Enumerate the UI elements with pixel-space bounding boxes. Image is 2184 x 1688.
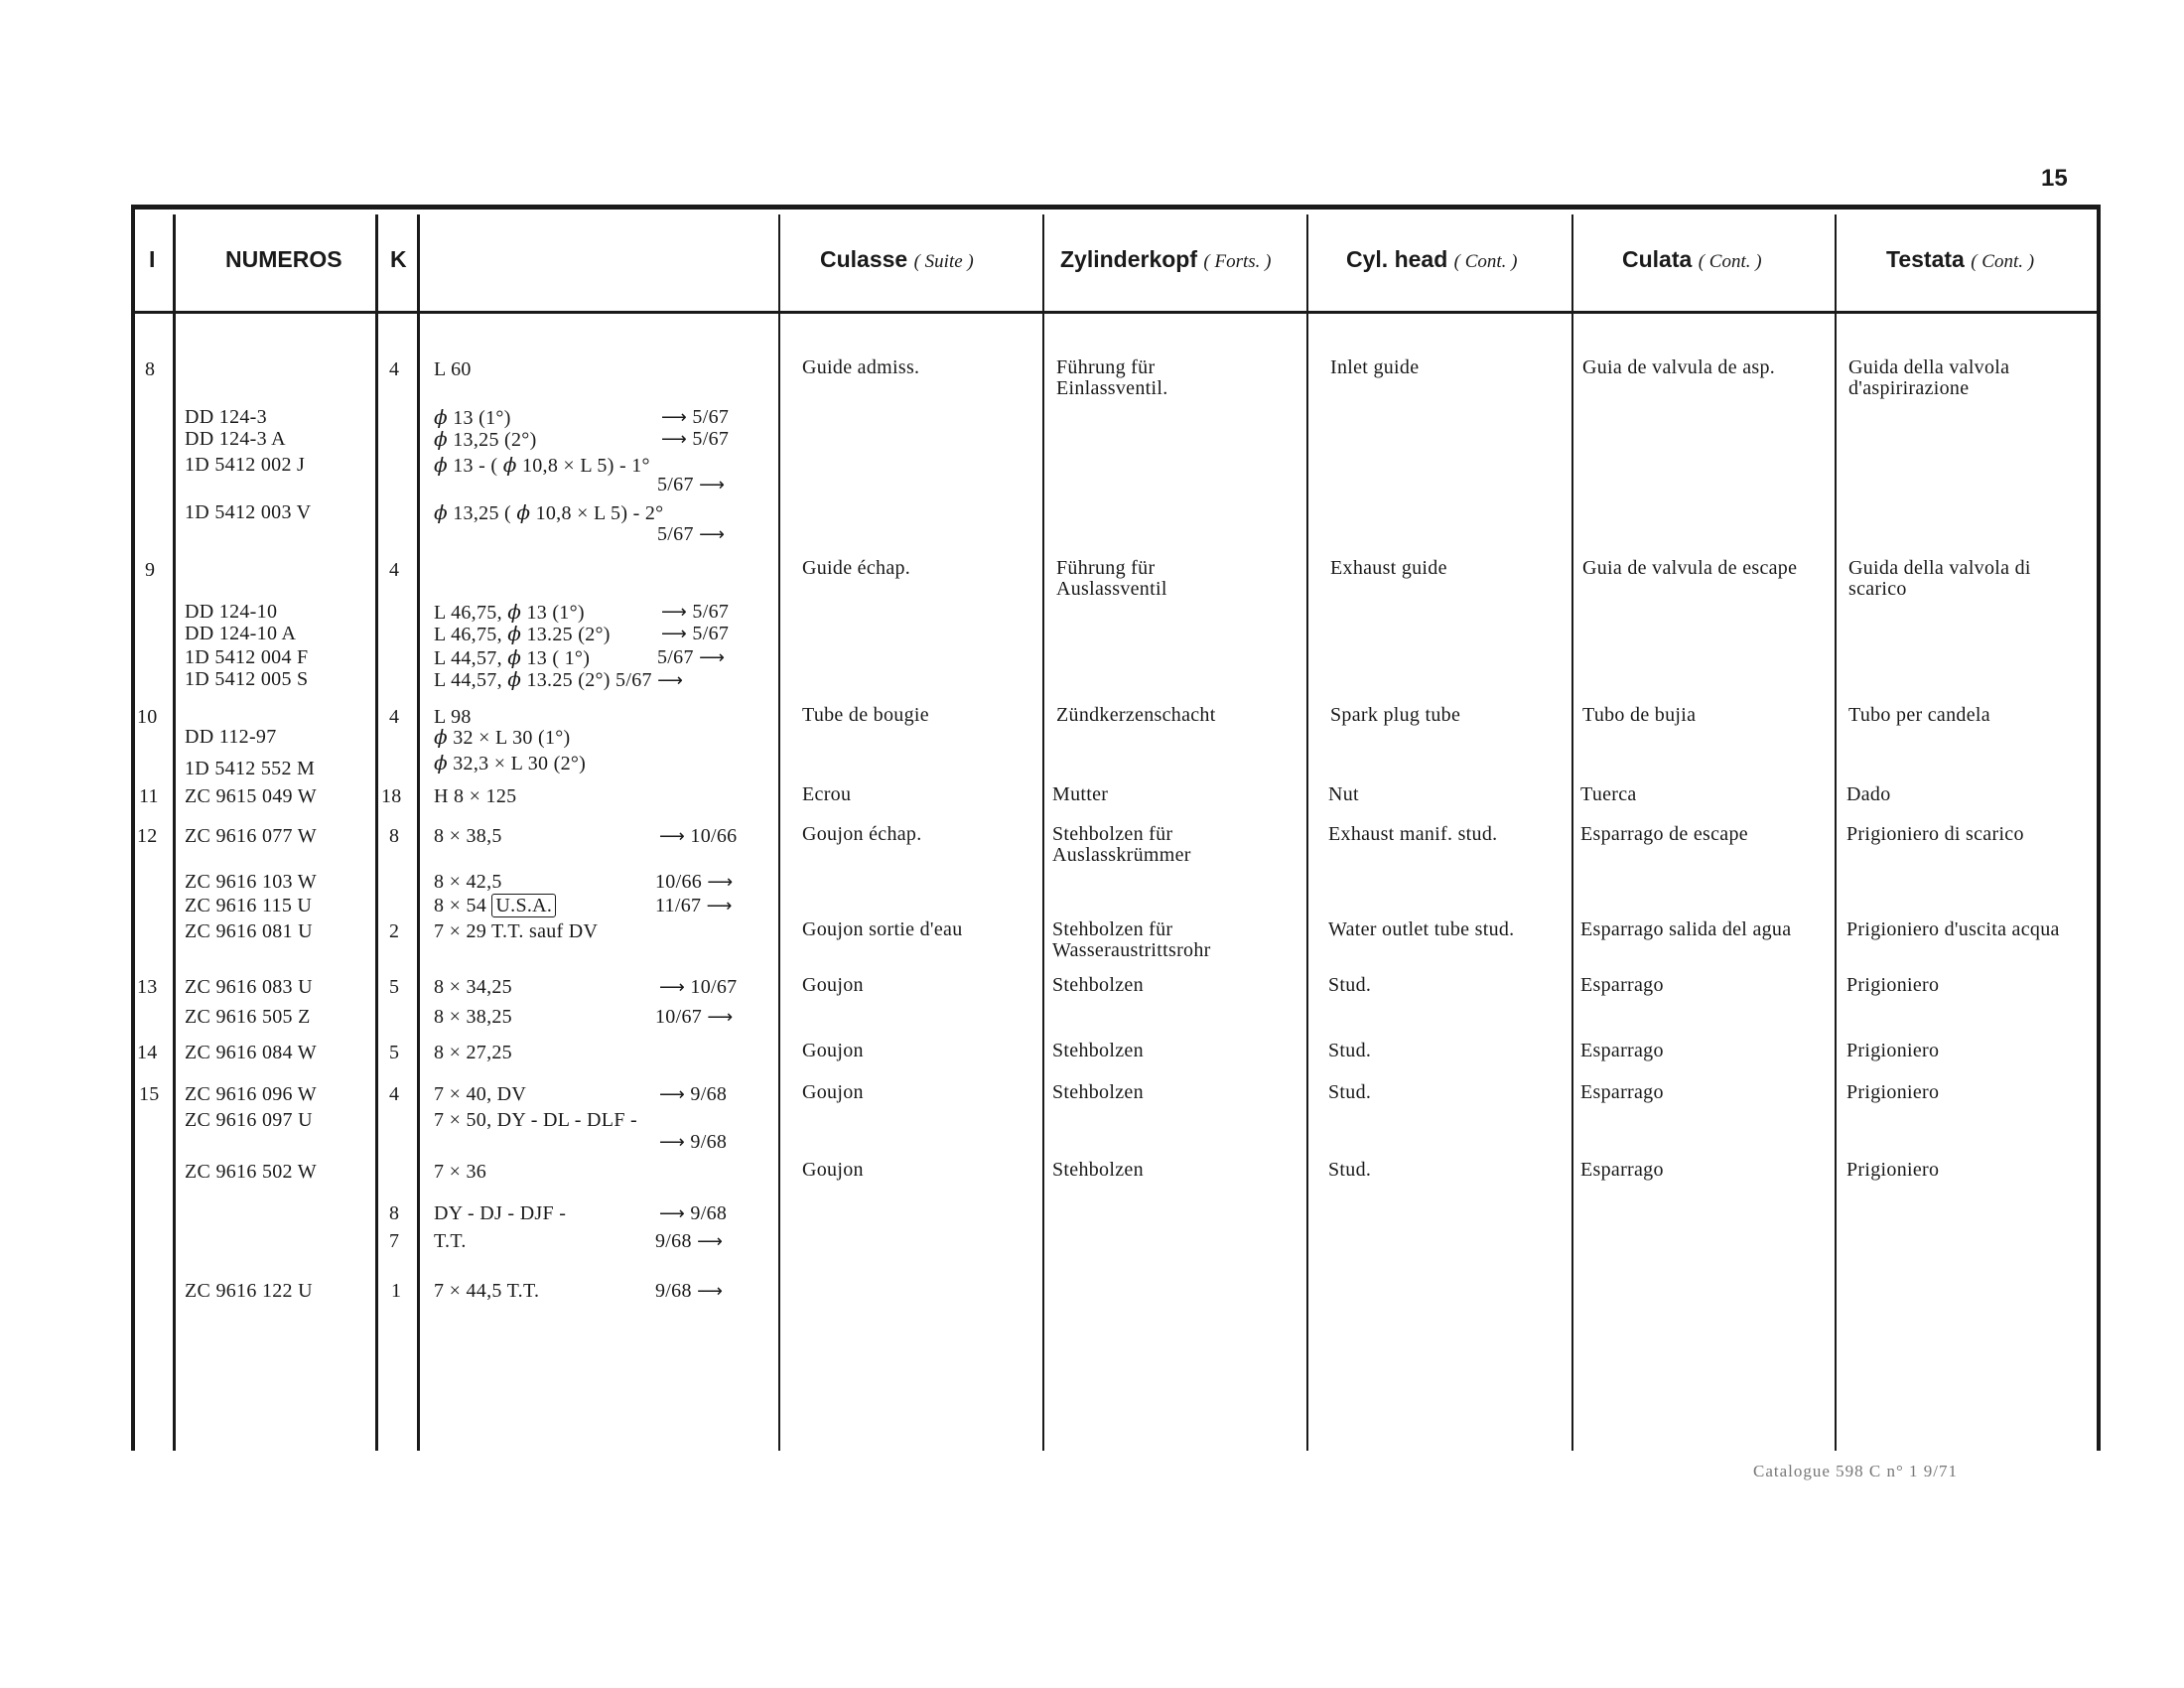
spec-text: 13,25 ( — [453, 502, 512, 524]
spec-text: 13 ( 1°) — [526, 647, 591, 669]
spec-line: 7 × 44,5 T.T. — [434, 1280, 540, 1302]
spec-date — [655, 1231, 723, 1252]
spec-date — [661, 407, 729, 428]
row-k: 1 — [391, 1280, 402, 1302]
desc-de: Mutter — [1052, 783, 1109, 805]
spec-text: 13 (1°) — [453, 407, 511, 429]
table-top-border — [131, 205, 2101, 210]
spec-line: 8 × 34,25 — [434, 976, 512, 998]
spec-line — [434, 753, 586, 774]
spec-line — [434, 624, 611, 645]
desc-es: Tubo de bujia — [1582, 704, 1697, 726]
desc-en: Exhaust guide — [1330, 557, 1447, 579]
part-number: ZC 9616 505 Z — [185, 1006, 311, 1028]
spec-line: 7 × 50, DY - DL - DLF - — [434, 1109, 638, 1131]
col-sep-5 — [1042, 214, 1044, 1451]
spec-line: 8 × 38,25 — [434, 1006, 512, 1028]
desc-fr: Goujon — [802, 1159, 864, 1181]
arrow-right-icon: ⟶ — [697, 1231, 724, 1252]
spec-line: 8 × 27,25 — [434, 1042, 512, 1063]
header-col-k: K — [390, 246, 407, 272]
arrow-right-icon: ⟶ — [697, 1281, 724, 1302]
diameter-icon: ϕ — [507, 600, 522, 624]
row-index: 12 — [137, 825, 158, 847]
header-lang-de-title: Zylinderkopf — [1060, 246, 1198, 272]
spec-date — [659, 826, 737, 847]
header-lang-fr — [820, 246, 974, 273]
arrow-right-icon: ⟶ — [659, 1084, 686, 1105]
header-bottom-border — [131, 311, 2101, 314]
diameter-icon: ϕ — [516, 500, 531, 524]
desc-de: Führung für Einlassventil. — [1056, 356, 1168, 399]
spec-text: 13.25 (2°) 5/67 — [526, 669, 652, 691]
header-lang-de — [1060, 246, 1271, 273]
header-lang-fr-title: Culasse — [820, 246, 908, 272]
arrow-right-icon: ⟶ — [659, 977, 686, 998]
desc-en: Stud. — [1328, 1159, 1372, 1181]
spec-line — [434, 502, 663, 524]
spec-date — [657, 647, 725, 668]
spec-text: 5/67 — [692, 428, 730, 450]
spec-text: L 44,57, — [434, 669, 502, 691]
part-number: 1D 5412 004 F — [185, 646, 309, 668]
desc-de: Stehbolzen für Wasseraustrittsrohr — [1052, 918, 1211, 961]
spec-text: 10/67 — [690, 976, 738, 998]
desc-fr: Ecrou — [802, 783, 852, 805]
part-number: 1D 5412 552 M — [185, 758, 316, 779]
spec-line — [434, 407, 511, 429]
desc-fr: Guide échap. — [802, 557, 911, 579]
spec-text: 5/67 — [692, 406, 730, 428]
header-lang-fr-cont: ( Suite ) — [913, 251, 974, 272]
desc-es: Guia de valvula de escape — [1582, 558, 1798, 579]
spec-date — [659, 1084, 727, 1105]
desc-fr: Goujon sortie d'eau — [802, 918, 963, 940]
desc-it: Guida della valvola di scarico — [1848, 557, 2031, 600]
spec-text: 13 - ( — [453, 455, 498, 477]
row-k: 4 — [389, 559, 400, 581]
desc-de: Stehbolzen — [1052, 1159, 1144, 1181]
part-number: DD 112-97 — [185, 726, 277, 748]
desc-it: Tubo per candela — [1848, 704, 1990, 726]
row-k: 7 — [389, 1230, 400, 1252]
spec-text: 9/68 — [655, 1280, 692, 1302]
row-index: 8 — [145, 358, 156, 380]
arrow-right-icon: ⟶ — [659, 1132, 686, 1153]
spec-date — [659, 1203, 727, 1224]
spec-date — [661, 602, 729, 623]
part-number: ZC 9616 097 U — [185, 1109, 313, 1131]
desc-fr: Guide admiss. — [802, 356, 920, 378]
col-sep-6 — [1306, 214, 1308, 1451]
desc-fr: Goujon échap. — [802, 823, 922, 845]
header-col-numeros: NUMEROS — [225, 246, 342, 272]
row-index: 10 — [137, 706, 158, 728]
diameter-icon: ϕ — [434, 427, 448, 451]
usa-badge: U.S.A. — [491, 894, 556, 917]
desc-it: Prigioniero — [1846, 974, 1940, 996]
spec-line — [434, 455, 650, 477]
spec-date — [661, 429, 729, 450]
spec-text: 5/67 — [657, 646, 694, 668]
spec-text: 9/68 — [655, 1230, 692, 1252]
spec-text: 10/67 — [655, 1006, 703, 1028]
header-lang-en-cont: ( Cont. ) — [1453, 251, 1518, 272]
part-number: ZC 9616 083 U — [185, 976, 313, 998]
part-number: DD 124-10 A — [185, 623, 297, 644]
part-number: ZC 9616 115 U — [185, 895, 313, 916]
spec-line: 7 × 29 T.T. sauf DV — [434, 920, 599, 942]
desc-en: Stud. — [1328, 974, 1372, 996]
desc-en: Water outlet tube stud. — [1328, 918, 1515, 940]
desc-en: Exhaust manif. stud. — [1328, 823, 1498, 845]
row-k: 18 — [381, 785, 402, 807]
col-sep-4 — [778, 214, 780, 1451]
spec-line — [434, 896, 556, 916]
spec-line: L 98 — [434, 706, 472, 728]
arrow-right-icon: ⟶ — [707, 1007, 734, 1028]
diameter-icon: ϕ — [507, 622, 522, 645]
arrow-right-icon: ⟶ — [659, 1203, 686, 1224]
desc-en: Stud. — [1328, 1081, 1372, 1103]
spec-text: 11/67 — [655, 895, 702, 916]
spec-text: L 46,75, — [434, 602, 502, 624]
spec-date — [659, 977, 737, 998]
spec-date — [657, 475, 725, 495]
part-number: ZC 9616 122 U — [185, 1280, 313, 1302]
desc-de: Stehbolzen — [1052, 1081, 1144, 1103]
header-lang-en — [1346, 246, 1518, 273]
spec-text: 10,8 × L 5) - 2° — [535, 502, 664, 524]
spec-line — [434, 602, 585, 624]
spec-text: 5/67 — [657, 474, 694, 495]
diameter-icon: ϕ — [507, 645, 522, 669]
spec-text: 9/68 — [690, 1131, 728, 1153]
row-k: 5 — [389, 1042, 400, 1063]
header-lang-en-title: Cyl. head — [1346, 246, 1448, 272]
spec-text: 9/68 — [690, 1083, 728, 1105]
part-number: DD 124-3 A — [185, 428, 286, 450]
spec-date — [659, 1132, 727, 1153]
col-sep-8 — [1835, 214, 1837, 1451]
spec-text: L 46,75, — [434, 624, 502, 645]
header-lang-es — [1622, 246, 1762, 273]
arrow-right-icon: ⟶ — [699, 475, 726, 495]
spec-text: 13.25 (2°) — [526, 624, 611, 645]
desc-en: Spark plug tube — [1330, 704, 1461, 726]
arrow-right-icon: ⟶ — [706, 896, 733, 916]
diameter-icon: ϕ — [434, 405, 448, 429]
diameter-icon: ϕ — [502, 453, 517, 477]
spec-line: 8 × 42,5 — [434, 871, 502, 893]
part-number: ZC 9616 081 U — [185, 920, 313, 942]
spec-line: 7 × 36 — [434, 1161, 487, 1183]
desc-fr: Tube de bougie — [802, 704, 929, 726]
arrow-right-icon: ⟶ — [699, 647, 726, 668]
header-col-index: I — [149, 246, 156, 272]
row-k: 8 — [389, 1202, 400, 1224]
col-sep-1 — [173, 214, 176, 1451]
spec-date — [655, 896, 733, 916]
desc-en: Inlet guide — [1330, 356, 1420, 378]
spec-line — [434, 727, 571, 749]
desc-fr: Goujon — [802, 1040, 864, 1061]
row-index: 9 — [145, 559, 156, 581]
header-lang-it-cont: ( Cont. ) — [1971, 251, 2035, 272]
part-number: 1D 5412 003 V — [185, 501, 312, 523]
col-sep-3 — [417, 214, 420, 1451]
spec-text: 10,8 × L 5) - 1° — [521, 455, 650, 477]
desc-it: Dado — [1846, 783, 1891, 805]
arrow-right-icon: ⟶ — [659, 826, 686, 847]
part-number: ZC 9616 502 W — [185, 1161, 317, 1183]
arrow-right-icon: ⟶ — [661, 602, 688, 623]
header-lang-es-title: Culata — [1622, 246, 1693, 272]
row-index: 11 — [139, 785, 159, 807]
spec-text: 13 (1°) — [526, 602, 585, 624]
row-index: 15 — [139, 1083, 160, 1105]
spec-date — [655, 872, 733, 893]
part-number: ZC 9616 096 W — [185, 1083, 317, 1105]
desc-it: Guida della valvola d'aspirirazione — [1848, 356, 2010, 399]
spec-line: T.T. — [434, 1230, 467, 1252]
spec-text: 10/66 — [655, 871, 703, 893]
desc-de: Stehbolzen für Auslasskrümmer — [1052, 823, 1191, 866]
spec-date — [655, 1007, 733, 1028]
table-left-border — [131, 205, 135, 1451]
arrow-right-icon: ⟶ — [707, 872, 734, 893]
spec-line: H 8 × 125 — [434, 785, 517, 807]
spec-line — [434, 669, 683, 691]
spec-text: 13,25 (2°) — [453, 429, 537, 451]
arrow-right-icon: ⟶ — [699, 524, 726, 545]
spec-text: 10/66 — [690, 825, 738, 847]
desc-de: Stehbolzen — [1052, 974, 1144, 996]
part-number: 1D 5412 002 J — [185, 454, 306, 476]
page-number: 15 — [2041, 165, 2068, 192]
desc-fr: Goujon — [802, 974, 864, 996]
spec-date — [661, 624, 729, 644]
spec-line — [434, 429, 537, 451]
spec-text: 32,3 × L 30 (2°) — [453, 753, 587, 774]
col-sep-7 — [1571, 214, 1573, 1451]
row-k: 4 — [389, 706, 400, 728]
part-number: ZC 9616 084 W — [185, 1042, 317, 1063]
spec-line: DY - DJ - DJF - — [434, 1202, 567, 1224]
header-lang-es-cont: ( Cont. ) — [1698, 251, 1762, 272]
header-lang-it-title: Testata — [1886, 246, 1965, 272]
desc-es: Esparrago — [1580, 1040, 1664, 1061]
col-sep-2 — [375, 214, 378, 1451]
desc-es: Esparrago — [1580, 1159, 1664, 1181]
catalogue-footer: Catalogue 598 C n° 1 9/71 — [1753, 1462, 1959, 1480]
desc-de: Zündkerzenschacht — [1056, 704, 1216, 726]
spec-date — [655, 1281, 723, 1302]
desc-it: Prigioniero d'uscita acqua — [1846, 918, 2060, 940]
desc-en: Stud. — [1328, 1040, 1372, 1061]
desc-es: Esparrago salida del agua — [1580, 918, 1792, 940]
row-k: 4 — [389, 358, 400, 380]
desc-en: Nut — [1328, 783, 1359, 805]
spec-text: 5/67 — [692, 623, 730, 644]
part-number: ZC 9615 049 W — [185, 785, 317, 807]
desc-it: Prigioniero di scarico — [1846, 823, 2024, 845]
diameter-icon: ϕ — [434, 453, 448, 477]
arrow-right-icon: ⟶ — [661, 407, 688, 428]
part-number: ZC 9616 103 W — [185, 871, 317, 893]
spec-text: 5/67 — [657, 523, 694, 545]
desc-it: Prigioniero — [1846, 1159, 1940, 1181]
desc-de: Stehbolzen — [1052, 1040, 1144, 1061]
spec-line: L 60 — [434, 358, 472, 380]
desc-es: Esparrago — [1580, 1081, 1664, 1103]
row-k: 8 — [389, 825, 400, 847]
desc-de: Führung für Auslassventil — [1056, 557, 1167, 600]
part-number: 1D 5412 005 S — [185, 668, 309, 690]
diameter-icon: ϕ — [434, 725, 448, 749]
part-number: DD 124-10 — [185, 601, 278, 623]
desc-fr: Goujon — [802, 1081, 864, 1103]
spec-text: 5/67 — [692, 601, 730, 623]
row-index: 14 — [137, 1042, 158, 1063]
row-k: 4 — [389, 1083, 400, 1105]
part-number: ZC 9616 077 W — [185, 825, 317, 847]
spec-text: 9/68 — [690, 1202, 728, 1224]
desc-es: Esparrago — [1580, 974, 1664, 996]
header-lang-de-cont: ( Forts. ) — [1203, 251, 1272, 272]
desc-it: Prigioniero — [1846, 1040, 1940, 1061]
spec-text: L 44,57, — [434, 647, 502, 669]
spec-line — [434, 647, 590, 669]
header-lang-it — [1886, 246, 2034, 273]
arrow-right-icon: ⟶ — [661, 429, 688, 450]
diameter-icon: ϕ — [434, 751, 448, 774]
spec-text: 8 × 54 — [434, 895, 487, 916]
spec-text: 32 × L 30 (1°) — [453, 727, 571, 749]
desc-es: Tuerca — [1580, 783, 1637, 805]
desc-it: Prigioniero — [1846, 1081, 1940, 1103]
spec-date — [657, 524, 725, 545]
spec-line: 8 × 38,5 — [434, 825, 502, 847]
arrow-right-icon: ⟶ — [657, 670, 684, 691]
table-right-border — [2097, 205, 2101, 1451]
arrow-right-icon: ⟶ — [661, 624, 688, 644]
desc-es: Esparrago de escape — [1580, 823, 1748, 845]
desc-es: Guia de valvula de asp. — [1582, 356, 1776, 378]
diameter-icon: ϕ — [434, 500, 448, 524]
spec-line: 7 × 40, DV — [434, 1083, 527, 1105]
row-k: 2 — [389, 920, 400, 942]
row-index: 13 — [137, 976, 158, 998]
diameter-icon: ϕ — [507, 667, 522, 691]
part-number: DD 124-3 — [185, 406, 267, 428]
row-k: 5 — [389, 976, 400, 998]
